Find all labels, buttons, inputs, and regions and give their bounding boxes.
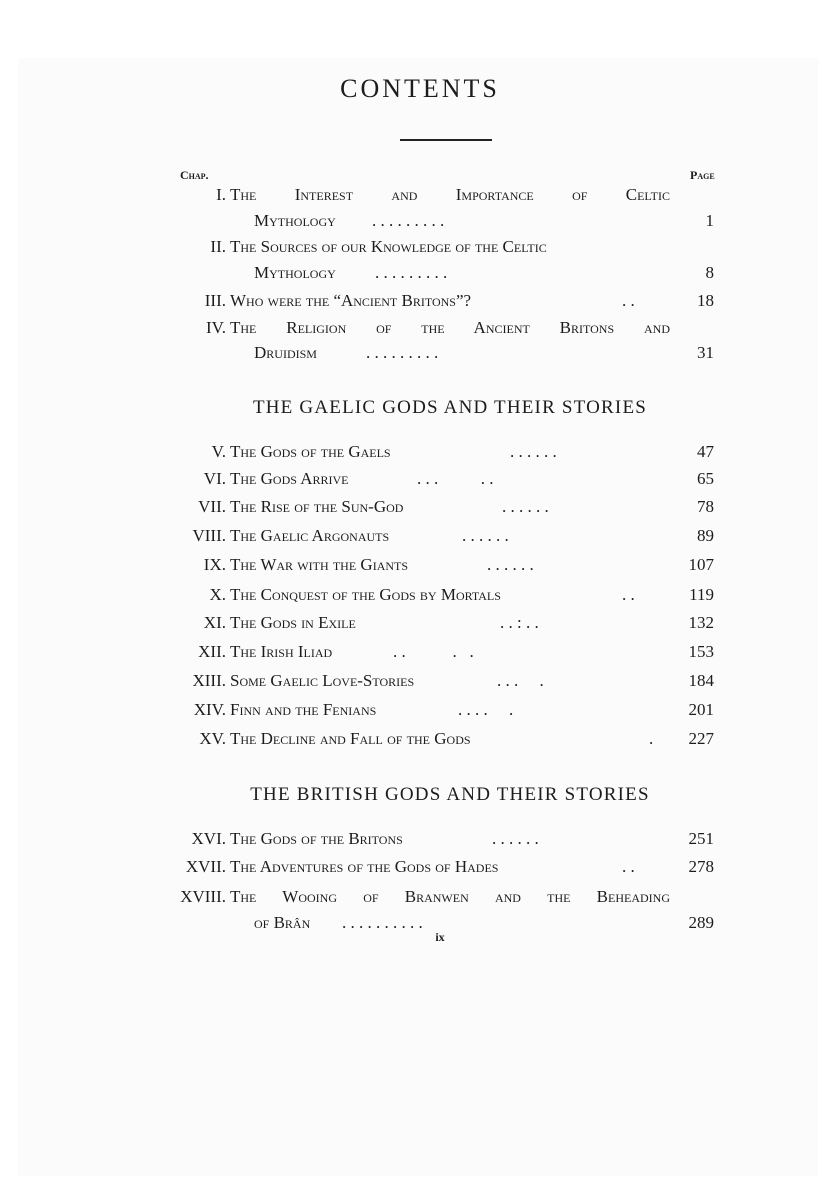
section-heading-british: THE BRITISH GODS AND THEIR STORIES: [250, 784, 650, 805]
chapter-number: X.: [209, 585, 226, 604]
chapter-title: The Adventures of the Gods of Hades: [230, 857, 499, 876]
chapter-title: The Gaelic Argonauts: [230, 526, 390, 545]
chapter-title: Finn and the Fenians: [230, 700, 377, 719]
page-number: 153: [688, 642, 714, 661]
chapter-title: The Sources of our Knowledge of the Celtic: [230, 237, 547, 256]
leader-dots: . . . . .: [417, 469, 494, 488]
chapter-title: Who were the “Ancient Britons”?: [230, 291, 472, 310]
leader-dots: .: [649, 729, 654, 748]
chapter-number: XII.: [198, 642, 226, 661]
toc-entry-2-cont[interactable]: [0, 263, 840, 289]
page-number: 227: [688, 729, 714, 748]
page-number: 1: [705, 211, 714, 230]
page-number: 201: [688, 700, 714, 719]
chapter-title: The Rise of the Sun-God: [230, 497, 404, 516]
chapter-number: IX.: [203, 555, 226, 574]
toc-entry-1[interactable]: [0, 185, 840, 211]
chap-column-header: Chap.: [180, 168, 209, 182]
page-number: 289: [688, 913, 714, 932]
toc-entry-2[interactable]: [0, 237, 840, 263]
leader-dots: . .: [622, 857, 635, 876]
title-rule: [400, 139, 492, 141]
page-column-header: Page: [690, 168, 715, 182]
page-number: 31: [697, 343, 714, 362]
chapter-number: VIII.: [192, 526, 226, 545]
toc-entry-13[interactable]: [0, 671, 840, 697]
chapter-number: II.: [210, 237, 226, 256]
page-number: 132: [688, 613, 714, 632]
leader-dots: . . . .: [393, 642, 474, 661]
chapter-title: The Decline and Fall of the Gods: [230, 729, 471, 748]
leader-dots: . . . . . .: [487, 555, 534, 574]
leader-dots: . . . . . .: [492, 829, 539, 848]
chapter-number: XV.: [199, 729, 226, 748]
chapter-title: The Interest and Importance of Celtic: [230, 185, 670, 204]
chapter-title: The Religion of the Ancient Britons and: [230, 318, 670, 337]
page-number: 184: [688, 671, 714, 690]
leader-dots: . . . .: [497, 671, 544, 690]
chapter-number: XIV.: [193, 700, 226, 719]
chapter-number: III.: [204, 291, 226, 310]
leader-dots: . . . . . .: [502, 497, 549, 516]
page-number: 89: [697, 526, 714, 545]
chapter-title: Some Gaelic Love-Stories: [230, 671, 415, 690]
page-number: 107: [688, 555, 714, 574]
toc-entry-3[interactable]: [0, 291, 840, 317]
chapter-number: XVIII.: [180, 887, 226, 906]
leader-dots: . . . . . .: [462, 526, 509, 545]
page-title: CONTENTS: [340, 74, 500, 103]
chapter-number: XI.: [203, 613, 226, 632]
chapter-title: The Wooing of Branwen and the Beheading: [230, 887, 670, 906]
chapter-title-cont: Mythology: [254, 263, 336, 282]
page-number: 47: [697, 442, 714, 461]
page-number: 278: [688, 857, 714, 876]
leader-dots: . . . . . .: [510, 442, 557, 461]
chapter-title: The War with the Giants: [230, 555, 409, 574]
toc-entry-9[interactable]: [0, 555, 840, 581]
chapter-number: IV.: [206, 318, 226, 337]
chapter-number: V.: [211, 442, 226, 461]
chapter-title-cont: of Brân: [254, 913, 311, 932]
folio-page-number: ix: [435, 930, 445, 944]
toc-entry-10[interactable]: [0, 585, 840, 611]
chapter-number: I.: [216, 185, 226, 204]
toc-entry-11[interactable]: [0, 613, 840, 639]
page-number: 119: [689, 585, 714, 604]
toc-entry-14[interactable]: [0, 700, 840, 726]
leader-dots: . . . . .: [458, 700, 514, 719]
toc-entry-1-cont[interactable]: [0, 211, 840, 237]
toc-entry-6[interactable]: [0, 469, 840, 495]
leader-dots: . .: [622, 585, 635, 604]
chapter-title: The Gods in Exile: [230, 613, 356, 632]
chapter-number: XVI.: [191, 829, 226, 848]
page-number: 8: [705, 263, 714, 282]
leader-dots: . .: [622, 291, 635, 310]
chapter-title: The Gods of the Gaels: [230, 442, 391, 461]
chapter-title: The Gods of the Britons: [230, 829, 403, 848]
leader-dots: . . . . . . . . .: [366, 343, 439, 362]
chapter-number: XVII.: [185, 857, 226, 876]
toc-entry-4-cont[interactable]: [0, 343, 840, 369]
chapter-title: The Irish Iliad: [230, 642, 333, 661]
page-number: 65: [697, 469, 714, 488]
page-number: 251: [688, 829, 714, 848]
chapter-title-cont: Mythology: [254, 211, 336, 230]
toc-entry-7[interactable]: [0, 497, 840, 523]
toc-entry-16[interactable]: [0, 829, 840, 855]
page-number: 78: [697, 497, 714, 516]
leader-dots: . . . . . . . . .: [375, 263, 448, 282]
chapter-number: VII.: [198, 497, 226, 516]
toc-entry-12[interactable]: [0, 642, 840, 668]
toc-entry-15[interactable]: [0, 729, 840, 755]
toc-entry-4[interactable]: [0, 318, 840, 344]
leader-dots: . . . . . . . . .: [372, 211, 445, 230]
section-heading-gaelic: THE GAELIC GODS AND THEIR STORIES: [252, 397, 648, 418]
chapter-title: The Gods Arrive: [230, 469, 349, 488]
page-number: 18: [697, 291, 714, 310]
leader-dots: . . . . . . . . . .: [342, 913, 423, 932]
toc-entry-17[interactable]: [0, 857, 840, 883]
chapter-number: VI.: [203, 469, 226, 488]
chapter-number: XIII.: [192, 671, 226, 690]
toc-entry-5[interactable]: [0, 442, 840, 468]
chapter-title-cont: Druidism: [254, 343, 317, 362]
leader-dots: . . : . .: [500, 613, 539, 632]
chapter-title: The Conquest of the Gods by Mortals: [230, 585, 501, 604]
toc-entry-8[interactable]: [0, 526, 840, 552]
toc-entry-18[interactable]: [0, 887, 840, 913]
